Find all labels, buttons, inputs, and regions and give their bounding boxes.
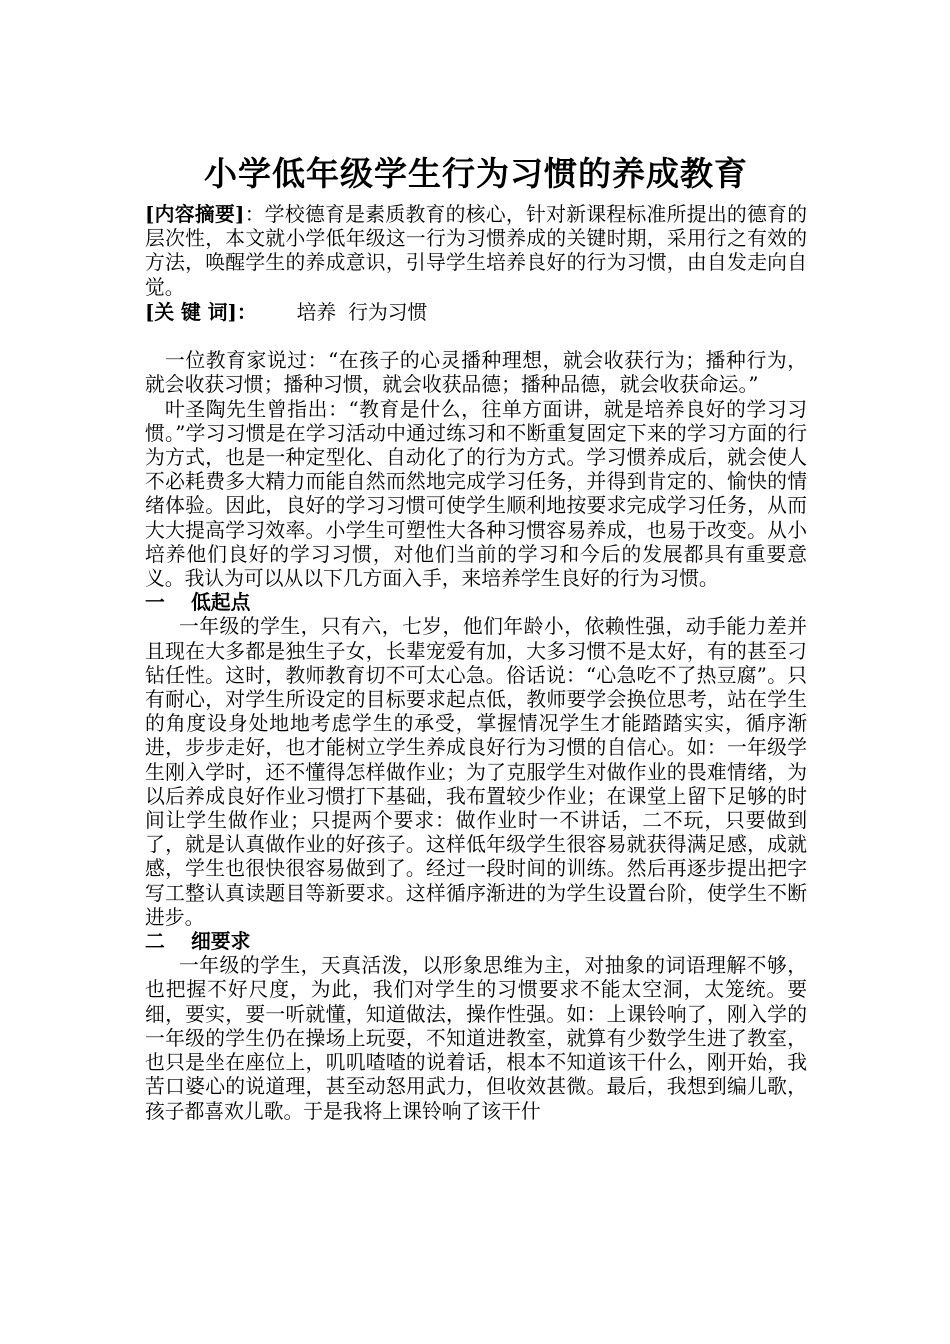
- body-paragraph: 一位教育家说过：“在孩子的心灵播种理想，就会收获行为；播种行为，就会收获习惯；播种习惯，就会收获品德；播种品德，就会收获命运。”: [145, 349, 807, 397]
- section-heading: [145, 930, 807, 954]
- section-title: 细要求: [191, 930, 251, 954]
- document-title: 小学低年级学生行为习惯的养成教育: [204, 154, 748, 193]
- section-paragraph: 一年级的学生，只有六，七岁，他们年龄小，依赖性强，动手能力差并且现在大多都是独生子女，长辈宠爱有加，大多习惯不是太好，有的甚至刁钻任性。这时，教师教育切不可太心急。俗话说：“心急吃不了热豆腐”。只有耐心，对学生所设定的目标要求起点低，教师要学会换位思考，站在学生的角度设身处地地考虑学生的承受，掌握情况学生才能踏踏实实，循序渐进，步步走好，也才能树立学生养成良好行为习惯的自信心。如：一年级学生刚入学时，还不懂得怎样做作业；为了克服学生对做作业的畏难情绪，为以后养成良好作业习惯打下基础，我布置较少作业；在课堂上留下足够的时间让学生做作业；只提两个要求：做作业时一不讲话，二不玩，只要做到了，就是认真做作业的好孩子。这样低年级学生很容易就获得满足感，成就感，学生也很快很容易做到了。经过一段时间的训练。然后再逐步提出把字写工整认真读题目等新要求。这样循序渐进的为学生设置台阶，使学生不断进步。: [145, 615, 807, 929]
- section-number: 二: [145, 930, 165, 954]
- blank-line: [145, 325, 807, 349]
- keyword: 行为习惯: [348, 300, 428, 324]
- section-paragraph: 一年级的学生，天真活泼，以形象思维为主，对抽象的词语理解不够，也把握不好尺度，为此，我们对学生的习惯要求不能太空洞，太笼统。要细，要实，要一听就懂，知道做法，操作性强。如：上课铃响了，刚入学的一年级的学生仍在操场上玩耍，不知道进教室，就算有少数学生进了教室，也只是坐在座位上，叽叽喳喳的说着话，根本不知道该干什么，刚开始，我苦口婆心的说道理，甚至动怒用武力，但收效甚微。最后，我想到编儿歌，孩子都喜欢儿歌。于是我将上课铃响了该干什: [145, 954, 807, 1123]
- section-title: 低起点: [191, 591, 251, 615]
- keywords-label: [关 键 词]：: [145, 299, 257, 324]
- keywords-line: [145, 300, 807, 325]
- section-number: 一: [145, 591, 165, 615]
- abstract-label: [内容摘要]: [145, 202, 245, 226]
- section-heading: [145, 591, 807, 615]
- document-page: [145, 150, 807, 1124]
- abstract: [145, 202, 807, 300]
- abstract-text: ：学校德育是素质教育的核心，针对新课程标准所提出的德育的层次性，本文就小学低年级这一行为习惯养成的关键时期，采用行之有效的方法，唤醒学生的养成意识，引导学生培养良好的行为习惯，由自发走向自觉。: [145, 203, 807, 299]
- keyword: 培养: [296, 300, 337, 324]
- body-paragraph: 叶圣陶先生曾指出：“教育是什么，往单方面讲，就是培养良好的学习习惯。”学习习惯是在学习活动中通过练习和不断重复固定下来的学习方面的行为方式，也是一种定型化、自动化了的行为方式。学习惯养成后，就会使人不必耗费多大精力而能自然而然地完成学习任务，并得到肯定的、愉快的情绪体验。因此，良好的学习习惯可使学生顺利地按要求完成学习任务，从而大大提高学习效率。小学生可塑性大各种习惯容易养成，也易于改变。从小培养他们良好的学习习惯，对他们当前的学习和今后的发展都具有重要意义。我认为可以从以下几方面入手，来培养学生良好的行为习惯。: [145, 397, 807, 591]
